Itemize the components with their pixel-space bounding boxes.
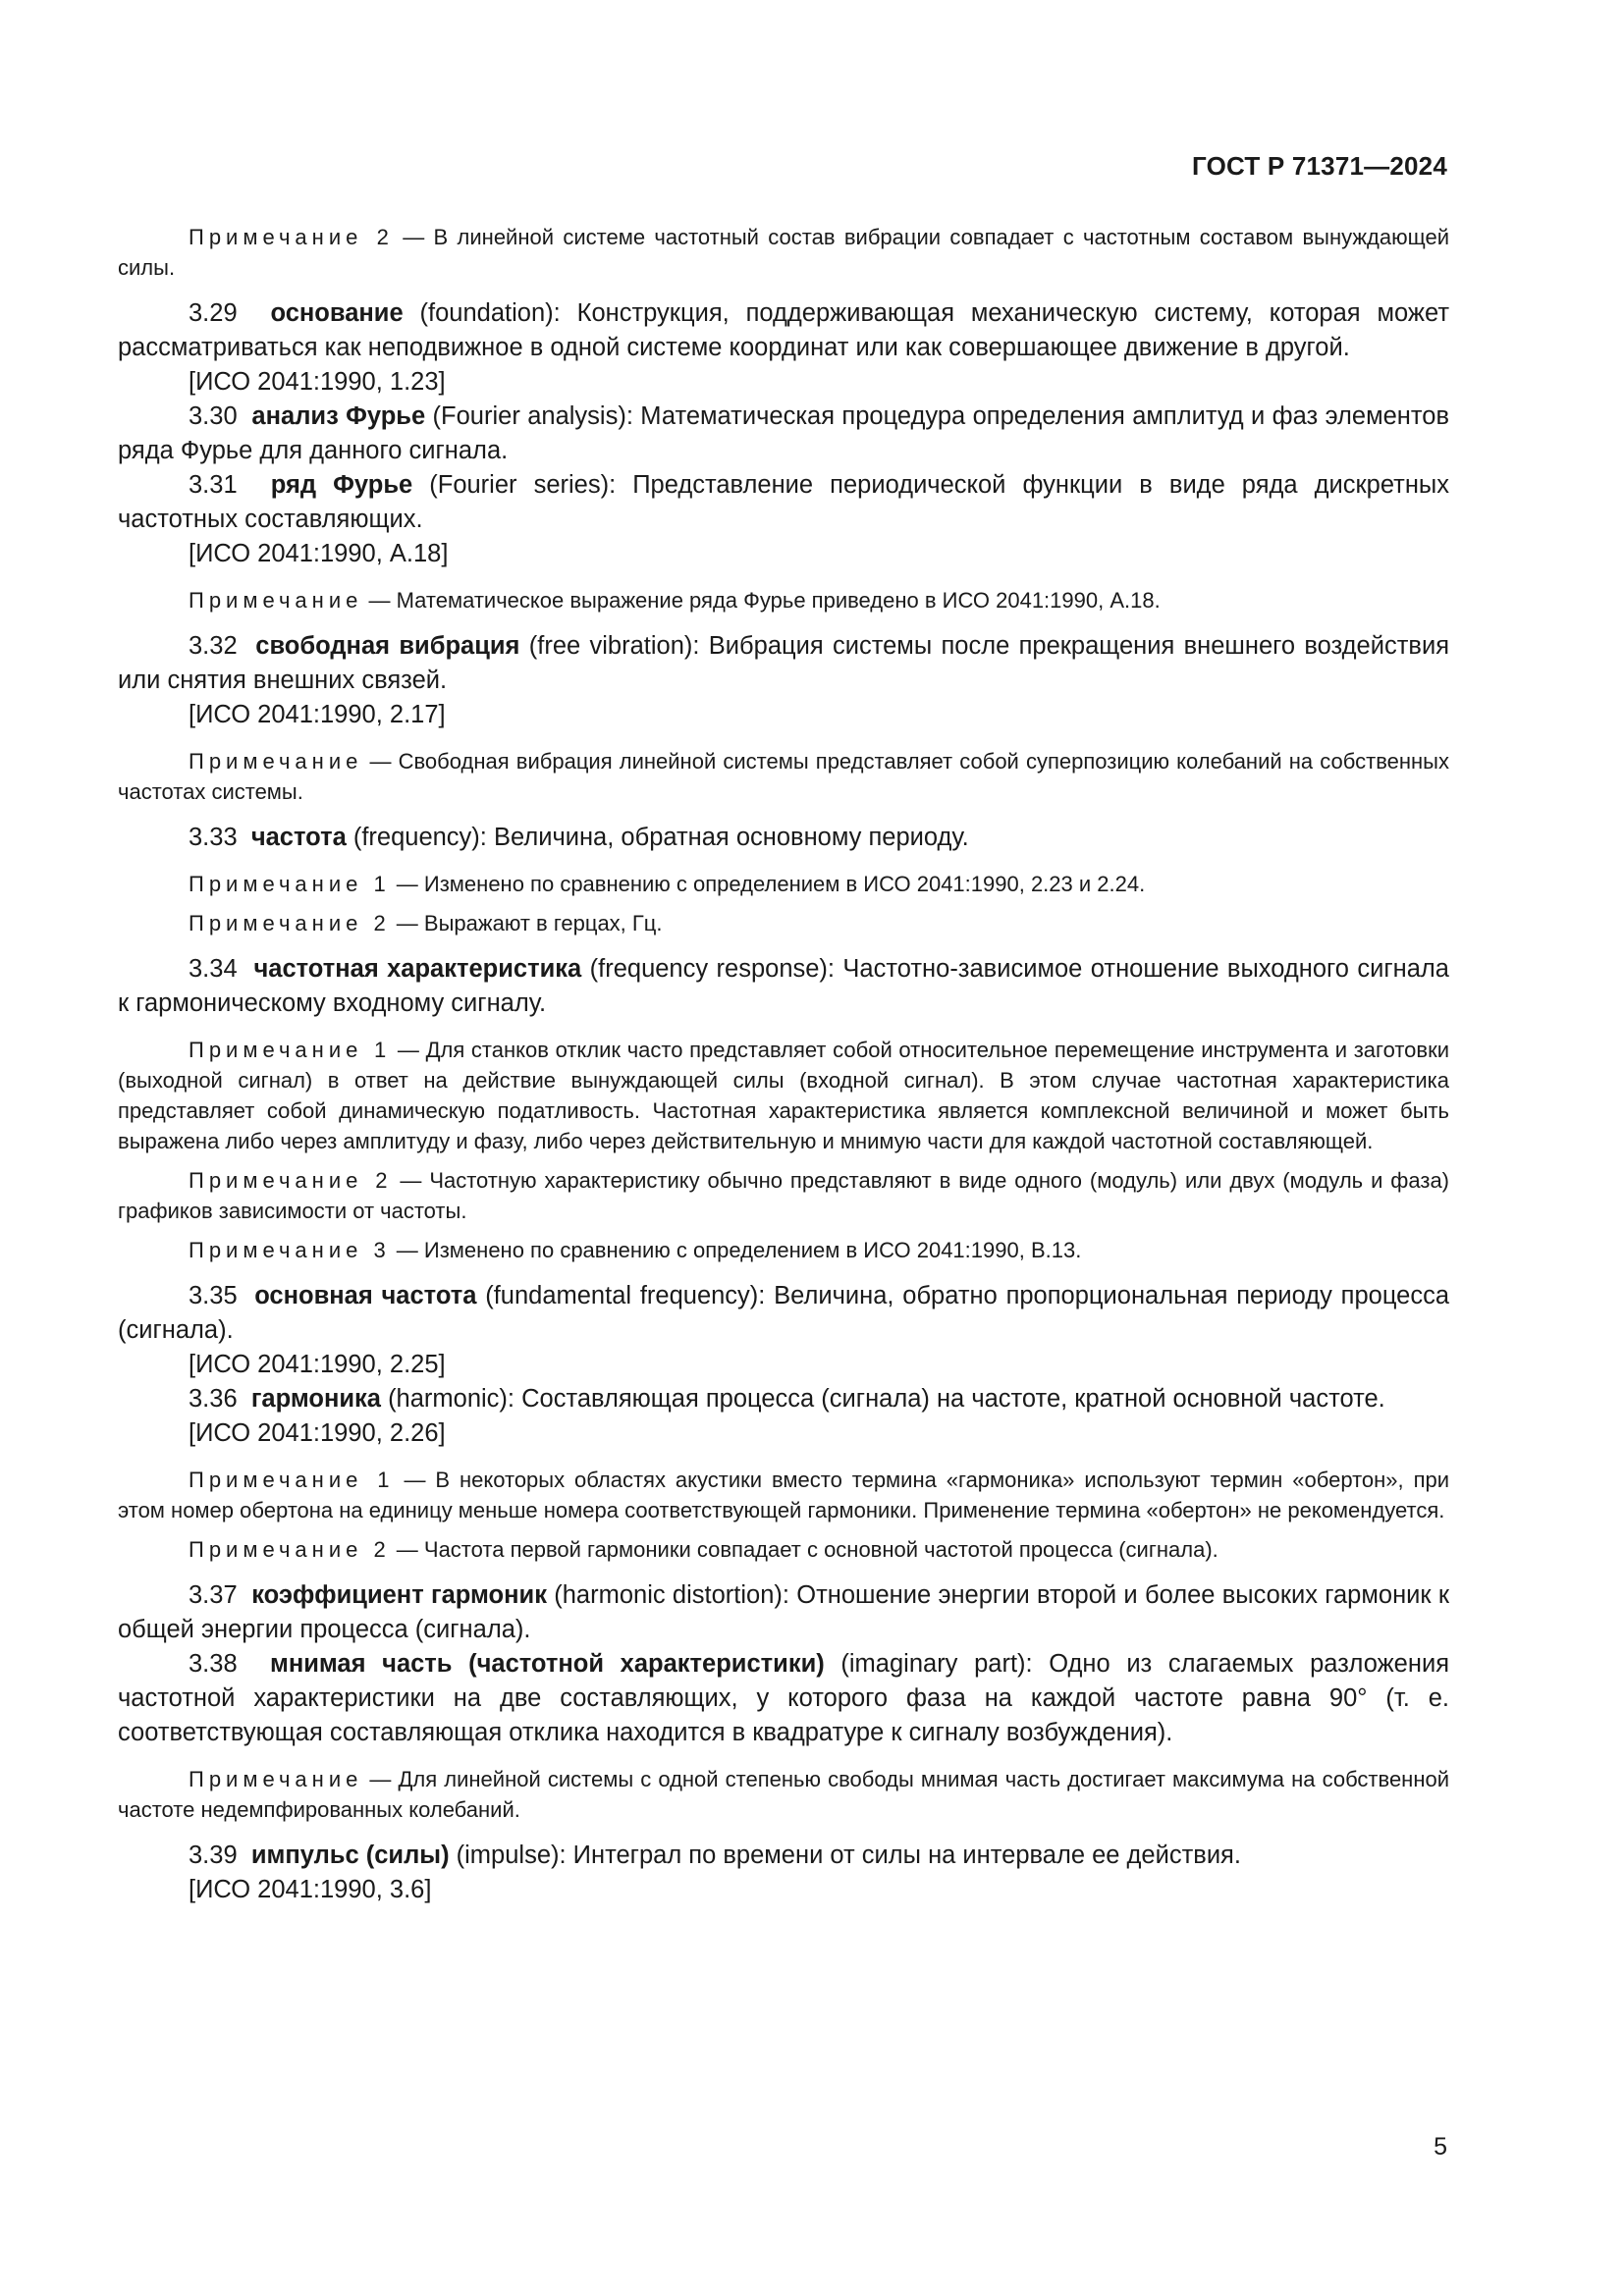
document-header: ГОСТ Р 71371—2024 [1192,151,1447,181]
note-label: Примечание 2 [189,1537,391,1562]
note-text: — В линейной системе частотный состав вибрации совпадает с частотным составом вынуждающей силы. [118,225,1450,280]
note-text: — Для станков отклик часто представляет собой относительное перемещение инструмента и заготовки (выходной сигнал) в ответ на действие вынуждающей силы (входной сигнал). В этом случае частотная характеристика представляет собой динамическую податливость. Частотная характеристика является комплексной величиной и может быть выражена либо через амплитуду и фазу, либо через действительную и мнимую части для каждой частотной составляющей. [118,1038,1449,1153]
term-number: 3.29 [189,299,238,327]
term-definition [118,1839,1449,1873]
term-name: частотная характеристика [253,955,582,983]
note-label: Примечание 2 [189,1168,393,1193]
note [118,1764,1449,1825]
term-name: анализ Фурье [251,402,426,430]
note-text: — Изменено по сравнению с определением в ИСО 2041:1990, 2.23 и 2.24. [390,872,1146,896]
note-label: Примечание 2 [189,225,394,249]
note-label: Примечание 2 [189,911,391,935]
term-source: [ИСО 2041:1990, 2.25] [189,1351,446,1378]
term-number: 3.38 [189,1650,238,1678]
term-text: (frequency response): Частотно-зависимое отношение выходного сигнала к гармоническому входному сигналу. [118,955,1449,1017]
note-label: Примечание [189,588,363,613]
document-body [118,222,1449,1907]
term-name: ряд Фурье [270,471,413,499]
note [118,222,1449,283]
note-text: — Математическое выражение ряда Фурье приведено в ИСО 2041:1990, А.18. [362,588,1161,613]
term-name: основание [270,299,404,327]
page-number: 5 [1434,2133,1447,2161]
term-source: [ИСО 2041:1990, 2.26] [189,1419,446,1447]
note [118,1534,1449,1565]
note-label: Примечание [189,1767,363,1791]
term-text: (imaginary part): Одно из слагаемых разложения частотной характеристики на две составляющих, у которого фаза на каждой частоте равна 90° (т. е. соответствующая составляющая отклика находится в квадратуре к сигналу возбуждения). [118,1650,1449,1746]
term-source: [ИСО 2041:1990, 3.6] [189,1876,432,1903]
term-source: [ИСО 2041:1990, А.18] [189,540,449,567]
note [118,1465,1449,1525]
note [118,1165,1449,1226]
term-source: [ИСО 2041:1990, 1.23] [189,368,446,396]
term-text: (fundamental frequency): Величина, обратно пропорциональная периоду процесса (сигнала). [118,1282,1450,1344]
term-name: импульс (силы) [250,1842,450,1869]
term-definition [118,629,1449,698]
term-definition [118,952,1449,1021]
note-text: — В некоторых областях акустики вместо термина «гармоника» используют термин «обертон», при этом номер обертона на единицу меньше номера соответствующей гармоники. Применение термина «обертон» не рекомендуется. [118,1468,1450,1522]
term-text: (impulse): Интеграл по времени от силы на интервале ее действия. [449,1842,1241,1869]
term-name: основная частота [254,1282,477,1309]
note [118,746,1449,807]
term-name: мнимая часть (частотной характеристики) [269,1650,825,1678]
term-text: (free vibration): Вибрация системы после прекращения внешнего воздействия или снятия внешних связей. [118,632,1449,694]
note-text: — Частота первой гармоники совпадает с основной частотой процесса (сигнала). [390,1537,1218,1562]
note [118,585,1449,615]
term-name: свободная вибрация [255,632,520,660]
note-label: Примечание 1 [189,1038,392,1062]
term-name: коэффициент гармоник [251,1581,547,1609]
term-number: 3.35 [189,1282,238,1309]
note-label: Примечание [189,749,363,774]
term-text: (Fourier analysis): Математическая процедура определения амплитуд и фаз элементов ряда Фурье для данного сигнала. [118,402,1449,464]
note-text: — Частотную характеристику обычно представляют в виде одного (модуль) или двух (модуль и фаза) графиков зависимости от частоты. [118,1168,1450,1223]
term-number: 3.32 [189,632,238,660]
term-number: 3.37 [189,1581,238,1609]
note-text: — Выражают в герцах, Гц. [390,911,663,935]
note-label: Примечание 1 [189,1468,395,1492]
term-text: (frequency): Величина, обратная основному периоду. [346,824,969,851]
note-text: — Для линейной системы с одной степенью свободы мнимая часть достигает максимума на собственной частоте недемпфированных колебаний. [118,1767,1449,1822]
term-definition [118,1382,1449,1416]
term-text: (Fourier series): Представление периодической функции в виде ряда дискретных частотных составляющих. [118,471,1450,533]
term-text: (foundation): Конструкция, поддерживающая механическую систему, которая может рассматриваться как неподвижное в одной системе координат или как совершающее движение в другой. [118,299,1449,361]
term-text: (harmonic): Составляющая процесса (сигнала) на частоте, кратной основной частоте. [380,1385,1385,1413]
term-definition [118,821,1449,855]
note-label: Примечание 3 [189,1238,391,1262]
term-name: гармоника [250,1385,381,1413]
term-definition [118,468,1449,537]
term-definition [118,1578,1449,1647]
term-source: [ИСО 2041:1990, 2.17] [189,701,446,728]
term-number: 3.33 [189,824,238,851]
term-number: 3.39 [189,1842,238,1869]
note-text: — Изменено по сравнению с определением в ИСО 2041:1990, В.13. [390,1238,1082,1262]
note-label: Примечание 1 [189,872,391,896]
term-definition [118,1647,1449,1750]
term-name: частота [250,824,347,851]
term-number: 3.30 [189,402,238,430]
term-number: 3.36 [189,1385,238,1413]
term-text: (harmonic distortion): Отношение энергии второй и более высоких гармоник к общей энергии процесса (сигнала). [118,1581,1449,1643]
term-number: 3.31 [189,471,238,499]
note-text: — Свободная вибрация линейной системы представляет собой суперпозицию колебаний на собственных частотах системы. [118,749,1449,804]
term-definition [118,1279,1449,1348]
term-number: 3.34 [189,955,238,983]
term-definition [118,400,1449,468]
note [118,908,1449,938]
note [118,1235,1449,1265]
note [118,1035,1449,1156]
term-definition [118,296,1449,365]
note [118,869,1449,899]
